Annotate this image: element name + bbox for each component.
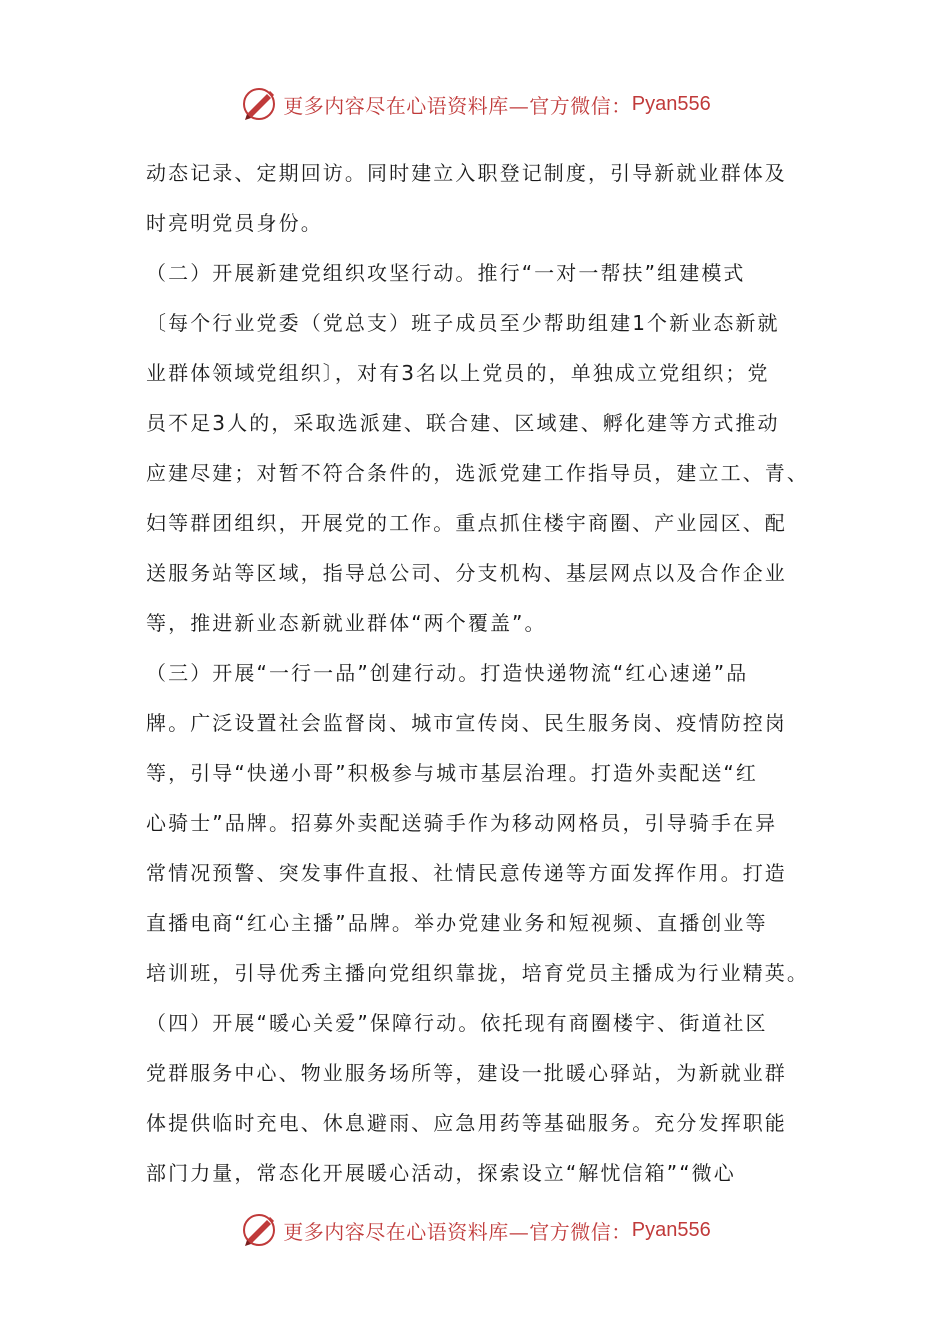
watermark-banner-bottom bbox=[0, 1210, 950, 1250]
body-line: 等，引导“快递小哥”积极参与城市基层治理。打造外卖配送“红 bbox=[146, 761, 758, 785]
body-line: 送服务站等区域，指导总公司、分支机构、基层网点以及合作企业 bbox=[146, 561, 787, 585]
watermark-text: 更多内容尽在心语资料库—官方微信： bbox=[283, 1219, 632, 1244]
body-line: 体提供临时充电、休息避雨、应急用药等基础服务。充分发挥职能 bbox=[146, 1111, 787, 1135]
watermark-wechat-id: Pyan556 bbox=[631, 1218, 711, 1241]
pen-logo-icon bbox=[239, 1210, 279, 1250]
body-line: 应建尽建；对暂不符合条件的，选派党建工作指导员，建立工、青、 bbox=[146, 461, 809, 485]
body-line: 业群体领域党组织〕，对有3名以上党员的，单独成立党组织；党 bbox=[146, 361, 770, 385]
body-line: 直播电商“红心主播”品牌。举办党建业务和短视频、直播创业等 bbox=[146, 911, 768, 935]
document-body bbox=[146, 148, 836, 1198]
body-line: 动态记录、定期回访。同时建立入职登记制度，引导新就业群体及 bbox=[146, 161, 787, 185]
body-line: 〔每个行业党委（党总支）班子成员至少帮助组建1个新业态新就 bbox=[146, 311, 780, 335]
watermark-wechat-id: Pyan556 bbox=[631, 92, 711, 115]
body-line: 部门力量，常态化开展暖心活动，探索设立“解忧信箱”“微心 bbox=[146, 1161, 736, 1185]
body-line: 牌。广泛设置社会监督岗、城市宣传岗、民生服务岗、疫情防控岗 bbox=[146, 711, 787, 735]
body-line: 等，推进新业态新就业群体“两个覆盖”。 bbox=[146, 611, 547, 635]
body-line: 培训班，引导优秀主播向党组织靠拢，培育党员主播成为行业精英。 bbox=[146, 961, 809, 985]
body-line: 心骑士”品牌。招募外卖配送骑手作为移动网格员，引导骑手在异 bbox=[146, 811, 778, 835]
pen-logo-icon bbox=[239, 84, 279, 124]
body-line: 妇等群团组织，开展党的工作。重点抓住楼宇商圈、产业园区、配 bbox=[146, 511, 787, 535]
body-line: 常情况预警、突发事件直报、社情民意传递等方面发挥作用。打造 bbox=[146, 861, 787, 885]
watermark-text: 更多内容尽在心语资料库—官方微信： bbox=[283, 93, 632, 118]
body-line: 党群服务中心、物业服务场所等，建设一批暖心驿站，为新就业群 bbox=[146, 1061, 787, 1085]
watermark-banner-top bbox=[0, 84, 950, 124]
section-heading-line: （三）开展“一行一品”创建行动。打造快递物流“红心速递”品 bbox=[146, 661, 749, 685]
section-heading-line: （四）开展“暖心关爱”保障行动。依托现有商圈楼宇、街道社区 bbox=[146, 1011, 768, 1035]
body-line: 时亮明党员身份。 bbox=[146, 211, 323, 235]
section-heading-line: （二）开展新建党组织攻坚行动。推行“一对一帮扶”组建模式 bbox=[146, 261, 746, 285]
body-line: 员不足3人的，采取选派建、联合建、区域建、孵化建等方式推动 bbox=[146, 411, 780, 435]
